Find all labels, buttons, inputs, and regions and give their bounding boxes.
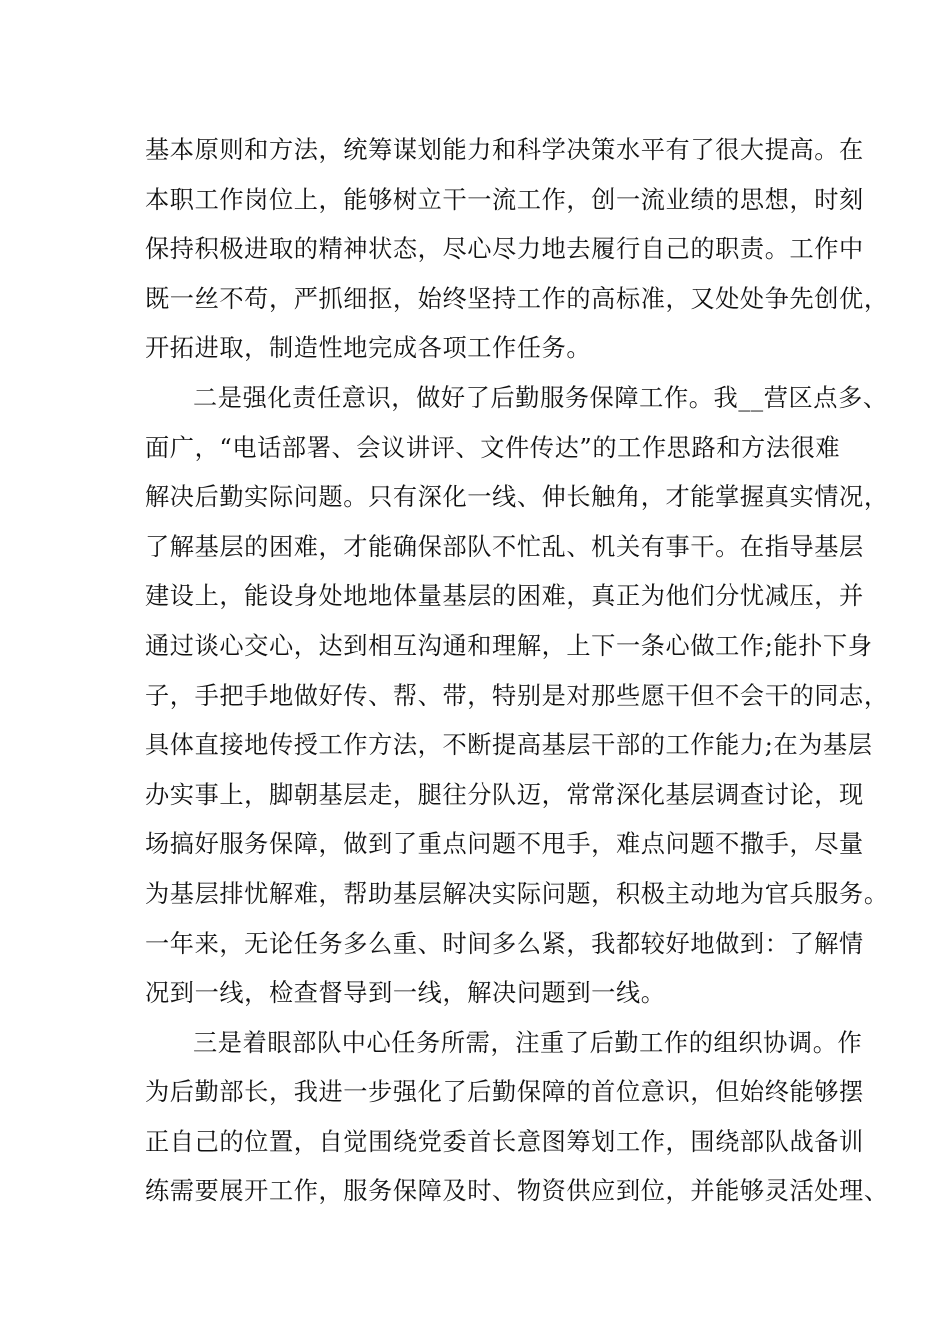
text-line: 二是强化责任意识，做好了后勤服务保障工作。我__营区点多、 [193, 383, 888, 412]
text-line: 既一丝不苟，严抓细抠，始终坚持工作的高标准，又处处争先创优， [145, 284, 889, 313]
text-line: 解决后勤实际问题。只有深化一线、伸长触角，才能掌握真实情况， [145, 483, 889, 512]
text-line: 了解基层的困难，才能确保部队不忙乱、机关有事干。在指导基层 [145, 532, 864, 561]
text-line: 基本原则和方法，统筹谋划能力和科学决策水平有了很大提高。在 [145, 136, 864, 164]
text-line: 本职工作岗位上，能够树立干一流工作，创一流业绩的思想，时刻 [145, 185, 864, 214]
text-line: 建设上，能设身处地地体量基层的困难，真正为他们分忧减压，并 [145, 582, 864, 611]
text-line: 具体直接地传授工作方法，不断提高基层干部的工作能力;在为基层 [145, 731, 873, 760]
text-line: 办实事上，脚朝基层走，腿往分队迈，常常深化基层调查讨论，现 [145, 780, 864, 809]
text-line: 正自己的位置，自觉围绕党委首长意图筹划工作，围绕部队战备训 [145, 1127, 864, 1156]
document-body [145, 126, 889, 1217]
text-line: 一年来，无论任务多么重、时间多么紧，我都较好地做到：了解情 [145, 929, 864, 958]
text-line: 保持积极进取的精神状态，尽心尽力地去履行自己的职责。工作中 [145, 235, 864, 264]
text-line: 子，手把手地做好传、帮、带，特别是对那些愿干但不会干的同志， [145, 681, 889, 710]
text-line: 面广，“电话部署、会议讲评、文件传达”的工作思路和方法很难 [145, 433, 841, 462]
text-line: 况到一线，检查督导到一线，解决问题到一线。 [145, 979, 666, 1008]
text-line: 三是着眼部队中心任务所需，注重了后勤工作的组织协调。作 [193, 1028, 863, 1057]
paragraph [145, 374, 889, 1019]
text-line: 开拓进取，制造性地完成各项工作任务。 [145, 334, 592, 363]
paragraph [145, 126, 889, 374]
text-line: 场搞好服务保障，做到了重点问题不甩手，难点问题不撒手，尽量 [145, 830, 864, 859]
text-line: 为基层排忧解难，帮助基层解决实际问题，积极主动地为官兵服务。 [145, 879, 889, 908]
text-line: 通过谈心交心，达到相互沟通和理解，上下一条心做工作;能扑下身 [145, 631, 873, 660]
text-line: 为后勤部长，我进一步强化了后勤保障的首位意识，但始终能够摆 [145, 1078, 864, 1107]
text-line: 练需要展开工作，服务保障及时、物资供应到位，并能够灵活处理、 [145, 1177, 889, 1206]
paragraph [145, 1019, 889, 1217]
